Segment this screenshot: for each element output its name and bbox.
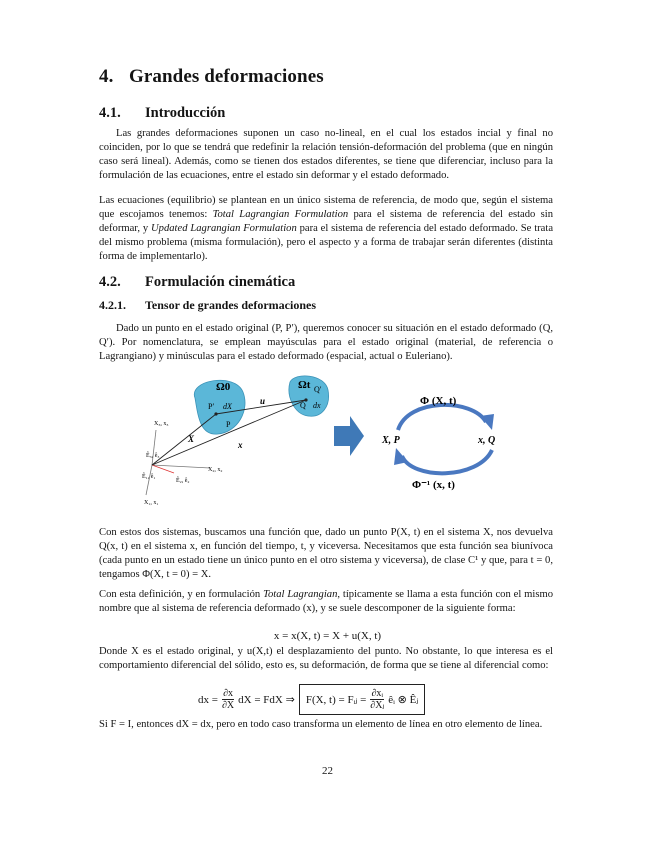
p2-text-b: para el sistema de referencia del estado sin deformar, y — [99, 208, 553, 234]
p-label: P — [226, 420, 231, 429]
basis2-label: Ê₂, ê₂ — [176, 478, 190, 484]
p2-text-a: Las ecuaciones (equilibrio) se plantean en un único sistema de referencia, de modo que, según el sistema que escojamos tenemos: — [99, 195, 553, 220]
eq2-mid: dX = FdX ⇒ — [238, 694, 295, 706]
configuration-diagram — [142, 376, 329, 506]
paragraph-3: Dado un punto en el estado original (P, P′), queremos conocer su situación en el estado deformado (Q, Q′). Por nomenclatura, se emplean mayúsculas para el estado original (material, de referencia o Lagrangiano) y minúsculas para el estado deformado (espacial, actual o Euleriano). — [99, 323, 553, 362]
equation-2 — [198, 684, 425, 715]
paragraph-4: Con estos dos sistemas, buscamos una función que, dado un punto P(X, t) en el sistema X, nos devuelva Q(x, t) en el sistema x, en función del tiempo, t, y viceversa. Necesitamos que esta función sea biunívoca (cada punto en un estado tiene un único punto en el otro sistema y viceversa), de clase C¹ y que, para t = 0, tengamos Φ(X, t = 0) = X. — [99, 527, 553, 580]
u-label: u — [260, 396, 266, 406]
X-label: X — [188, 434, 195, 444]
forward-arrowhead-icon — [480, 414, 494, 430]
right-node-label: x, Q — [478, 435, 496, 446]
subsection-heading-intro — [99, 105, 225, 122]
basis3-label: Ê₃, ê₃ — [146, 453, 160, 459]
dx-label: dx — [313, 401, 321, 410]
paragraph-1: Las grandes deformaciones suponen un caso no-lineal, en el cual los estados incial y final no coinciden, por lo que se tendrá que redefinir la relación tensión-deformación del problema (que en ningún caso será lineal). Además, como se tienen dos estados diferentes, se tiene que diferenciar, incluso para la formulación de las ecuaciones, entre el estado sin deformar y el estado deformado. — [99, 128, 553, 181]
subsubsection-heading — [99, 298, 316, 313]
subsection-heading-kinematics — [99, 274, 295, 291]
phi-inverse-label: Φ⁻¹ (x, t) — [412, 479, 455, 491]
dX-label: dX — [223, 402, 232, 411]
eq2-fraction — [222, 688, 234, 711]
paragraph-6: Donde X es el estado original, y u(X,t) el desplazamiento del punto. No obstante, lo que interesa es el comportamiento diferencial del sólido, esto es, su deformación, de forma que se tiene al diferencial como: — [99, 646, 553, 671]
subsubsection-title: Tensor de grandes deformaciones — [145, 298, 316, 312]
qprime-label: Q′ — [314, 385, 322, 394]
paragraph-2 — [99, 194, 553, 264]
transition-arrow-icon — [334, 416, 364, 456]
subsection-title: Formulación cinemática — [145, 274, 296, 290]
forward-map-arc — [398, 405, 486, 430]
axis1-label: X₁, x₁ — [144, 500, 159, 506]
subsection-number: 4.2. — [99, 274, 121, 290]
eq2-frac2-den: ∂Xⱼ — [370, 700, 385, 711]
left-node-label: X, P — [382, 435, 400, 446]
p2-italic-tl: Total Lagrangian Formulation — [212, 208, 349, 220]
paragraph-4-block — [99, 526, 553, 582]
paragraph-3-block — [99, 322, 553, 364]
mapping-cycle-diagram — [381, 395, 495, 491]
paragraph-2-block — [99, 194, 553, 264]
p5-text-a: Con esta definición, y en formulación — [99, 589, 264, 600]
section-number: 4. — [99, 66, 114, 87]
omega0-label: Ω0 — [216, 381, 231, 393]
eq2-fraction-2 — [370, 688, 384, 711]
eq2-frac2-num: ∂xᵢ — [371, 688, 384, 699]
axis-line-3 — [146, 465, 152, 495]
eq2-lhs: dx = — [198, 693, 218, 706]
equation-1-text: x = x(X, t) = X + u(X, t) — [273, 630, 382, 642]
equation-1 — [0, 630, 655, 642]
paragraph-7-block — [99, 718, 553, 732]
eq2-frac-num: ∂x — [223, 688, 234, 699]
x-label: x — [238, 440, 243, 450]
section-heading — [99, 66, 324, 88]
eq2-tail: êᵢ ⊗ Êⱼ — [388, 694, 419, 706]
kinematics-figure — [140, 370, 520, 520]
paragraph-5-block — [99, 588, 553, 616]
omegat-label: Ωt — [298, 379, 311, 391]
point-P — [214, 412, 217, 415]
phi-label: Φ (X, t) — [420, 395, 457, 407]
paragraph-6-block — [99, 645, 553, 673]
basis1-label: Ê₁, ê₁ — [142, 474, 156, 480]
eq2-boxed — [299, 684, 425, 715]
inverse-map-arc — [402, 450, 492, 473]
subsection-title: Introducción — [145, 105, 226, 121]
axis-line-2 — [152, 465, 210, 468]
p5-italic-tl: Total Lagrangian — [263, 589, 338, 600]
q-label: Q — [300, 401, 306, 410]
section-title: Grandes deformaciones — [129, 66, 324, 87]
subsubsection-number: 4.2.1. — [99, 298, 126, 312]
p2-italic-ul: Updated Lagrangian Formulation — [151, 222, 297, 234]
pprime-label: P′ — [208, 402, 215, 411]
paragraph-1-block — [99, 127, 553, 183]
axis3-label: X₃, x₃ — [154, 421, 169, 427]
paragraph-7: Si F = I, entonces dX = dx, pero en todo caso transforma un elemento de línea en otro elemento de línea. — [99, 719, 543, 730]
p5-text-b: , típicamente se llama a esta función con el mismo nombre que al sistema de referencia deformado (x), y se suele descomponer de la siguiente forma: — [99, 589, 553, 614]
page-number: 22 — [322, 765, 333, 777]
eq2-boxed-text: F(X, t) = Fᵢⱼ = — [305, 694, 367, 706]
subsection-number: 4.1. — [99, 105, 121, 121]
paragraph-5 — [99, 588, 553, 616]
axis2-label: X₂, x₂ — [208, 467, 223, 473]
eq2-frac-den: ∂X — [221, 700, 235, 711]
axis-line-1 — [152, 430, 156, 465]
p2-text-c: para el sistema de referencia del estado deformado. Se trata del mismo problema (misma formulación), pero el aspecto y a forma de trabajar serán diferentes (distinta forma de implementarlo). — [99, 222, 554, 262]
